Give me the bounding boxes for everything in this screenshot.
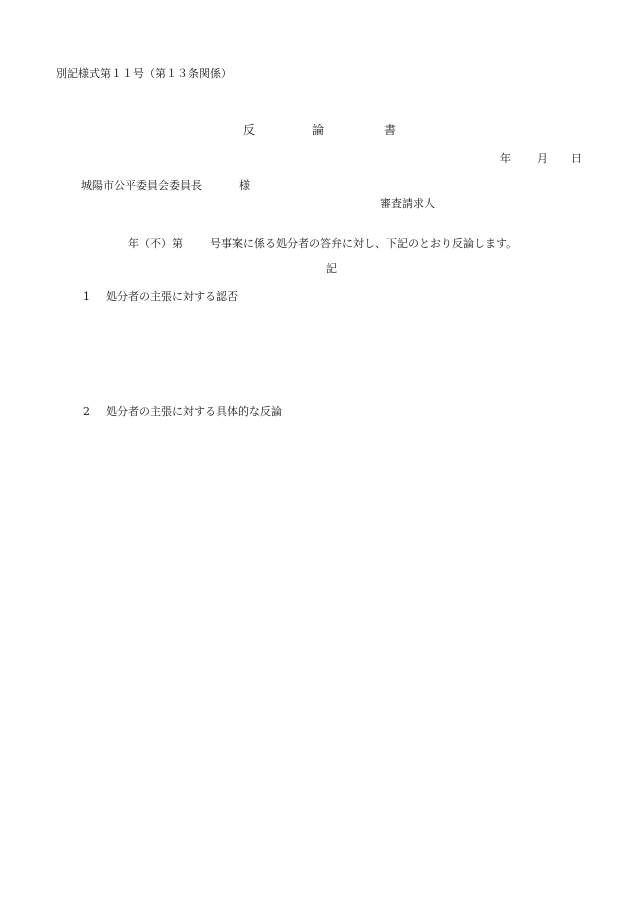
- title-char-3: 書: [384, 123, 397, 137]
- item-2-text: 処分者の主張に対する具体的な反論: [106, 405, 282, 418]
- addressee-honorific: 様: [239, 179, 250, 192]
- date-month-label: 月: [537, 152, 548, 165]
- addressee-name: 城陽市公平委員会委員長: [81, 179, 202, 192]
- requester-label: 審査請求人: [380, 197, 435, 210]
- body-text: 号事案に係る処分者の答弁に対し、下記のとおり反論します。: [210, 237, 518, 250]
- ki-heading: 記: [326, 262, 337, 275]
- case-year-label: [128, 237, 183, 250]
- title-char-1: 反: [243, 123, 256, 137]
- item-2-number: 2: [83, 405, 90, 418]
- item-1-text: 処分者の主張に対する認否: [106, 290, 238, 303]
- case-year-text: 年（不）第: [128, 237, 183, 250]
- date-year-label: 年: [500, 152, 511, 165]
- date-day-label: 日: [571, 152, 582, 165]
- title-char-2: 論: [312, 123, 325, 137]
- document-title: [0, 124, 630, 138]
- item-1-number: 1: [83, 290, 90, 303]
- form-reference: 別記様式第１１号（第１３条関係）: [56, 67, 232, 80]
